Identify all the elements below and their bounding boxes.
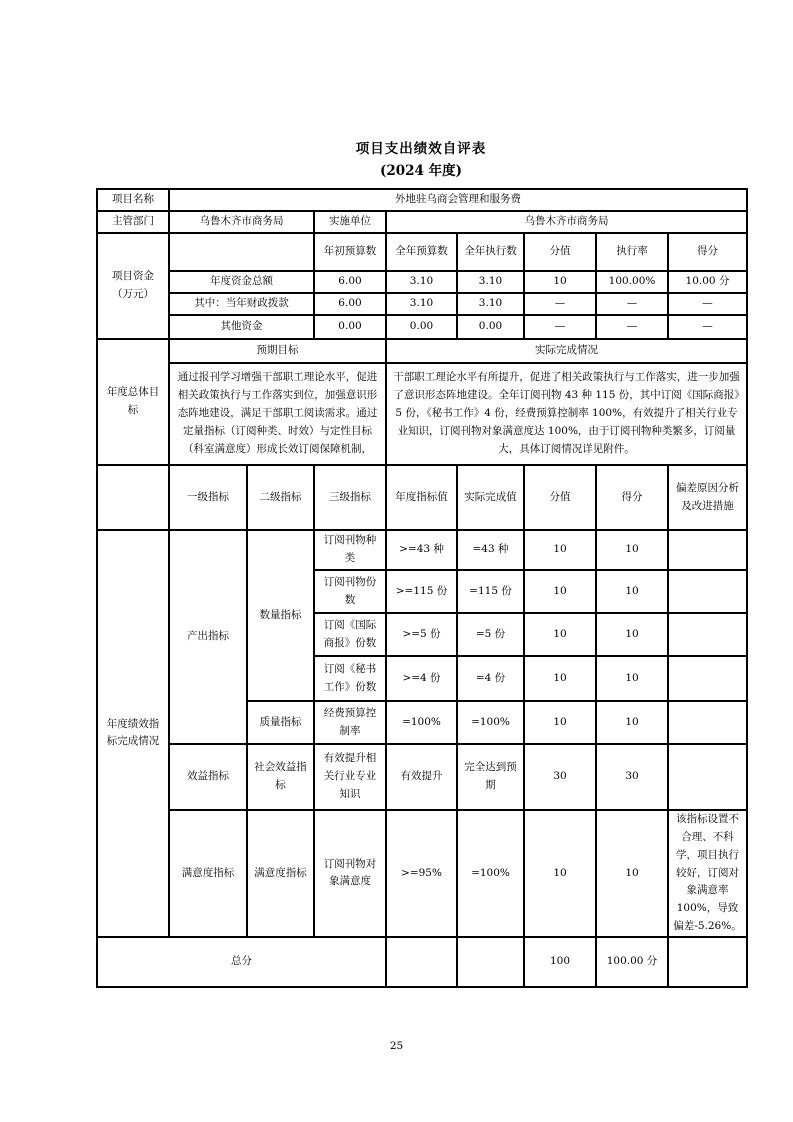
expected-goal-text: 通过报刊学习增强干部职工理论水平，促进相关政策执行与工作落实到位，加强意识形态阵地建设，满足干部职工阅读需求。通过定量指标（订阅种类、时效）与定性目标（科室满意度）形成长效订阅保障机制， <box>169 363 386 465</box>
fund-col-initial-budget: 年初预算数 <box>314 233 386 271</box>
indicator-col-level1: 一级指标 <box>169 465 247 530</box>
table-row <box>97 271 747 293</box>
empty-cell <box>169 233 314 271</box>
fund-cell: 3.10 <box>457 271 524 293</box>
fund-cell: 3.10 <box>386 271 457 293</box>
indicator-score: 30 <box>596 744 668 810</box>
table-row <box>97 937 747 987</box>
impl-label: 实施单位 <box>314 211 386 233</box>
indicator-level2: 质量指标 <box>247 701 314 744</box>
indicator-level1: 满意度指标 <box>169 810 247 937</box>
actual-completion-header: 实际完成情况 <box>386 339 747 363</box>
fund-cell: — <box>524 315 596 339</box>
indicator-actual: =100% <box>457 810 524 937</box>
indicator-score-value: 10 <box>524 810 596 937</box>
table-row <box>97 810 747 937</box>
indicator-score-value: 10 <box>524 570 596 613</box>
empty-cell <box>668 744 747 810</box>
fund-cell: — <box>668 315 747 339</box>
table-row <box>97 211 747 233</box>
indicator-level3: 订阅刊物份数 <box>314 570 386 613</box>
self-evaluation-table <box>96 188 748 988</box>
project-name-label: 项目名称 <box>97 189 169 211</box>
empty-cell <box>457 937 524 987</box>
indicator-col-level3: 三级指标 <box>314 465 386 530</box>
fund-cell: 10 <box>524 271 596 293</box>
indicator-actual: =115 份 <box>457 570 524 613</box>
indicator-actual: =5 份 <box>457 613 524 656</box>
annual-goal-label: 年度总体目标 <box>97 339 169 465</box>
indicator-score: 10 <box>596 810 668 937</box>
total-label: 总分 <box>97 937 386 987</box>
indicator-level3: 订阅刊物种类 <box>314 530 386 570</box>
fund-col-executed: 全年执行数 <box>457 233 524 271</box>
fund-cell: 0.00 <box>457 315 524 339</box>
table-row <box>97 465 747 530</box>
indicator-actual: =4 份 <box>457 656 524 701</box>
fund-cell: 0.00 <box>386 315 457 339</box>
empty-cell <box>97 465 169 530</box>
indicator-level1: 效益指标 <box>169 744 247 810</box>
indicator-target: >=43 种 <box>386 530 457 570</box>
indicator-level2: 社会效益指标 <box>247 744 314 810</box>
table-row <box>97 315 747 339</box>
indicator-target: >=95% <box>386 810 457 937</box>
fund-row-name: 其他资金 <box>169 315 314 339</box>
actual-completion-text: 干部职工理论水平有所提升，促进了相关政策执行与工作落实，进一步加强了意识形态阵地建设。全年订阅刊物 43 种 115 份，其中订阅《国际商报》5 份，《秘书工作》4 份，经费预算控制率 100%，有效提升了相关行业专业知识，订阅刊物对象满意度达 100%，由于订阅刊物种类繁多，订阅量大，具体订阅情况详见附件。 <box>386 363 747 465</box>
fund-cell: — <box>668 293 747 315</box>
indicator-score: 10 <box>596 701 668 744</box>
fund-col-score-value: 分值 <box>524 233 596 271</box>
indicator-score: 10 <box>596 530 668 570</box>
indicator-actual: =43 种 <box>457 530 524 570</box>
total-score: 100.00 分 <box>596 937 668 987</box>
indicator-level2: 数量指标 <box>247 530 314 701</box>
indicator-score: 10 <box>596 656 668 701</box>
empty-cell <box>668 530 747 570</box>
indicator-score-value: 10 <box>524 530 596 570</box>
page-number: 25 <box>389 1040 404 1052</box>
fund-cell: 6.00 <box>314 271 386 293</box>
fund-col-annual-budget: 全年预算数 <box>386 233 457 271</box>
indicator-score-value: 10 <box>524 613 596 656</box>
indicator-col-score-value: 分值 <box>524 465 596 530</box>
fund-cell: 6.00 <box>314 293 386 315</box>
indicator-col-target: 年度指标值 <box>386 465 457 530</box>
indicator-actual: 完全达到预期 <box>457 744 524 810</box>
dept-label: 主管部门 <box>97 211 169 233</box>
empty-cell <box>668 613 747 656</box>
table-row <box>97 530 747 570</box>
indicator-level1: 产出指标 <box>169 530 247 744</box>
indicator-col-level2: 二级指标 <box>247 465 314 530</box>
empty-cell <box>668 570 747 613</box>
table-row <box>97 233 747 271</box>
project-name-value: 外地驻乌商会管理和服务费 <box>169 189 747 211</box>
indicator-target: 有效提升 <box>386 744 457 810</box>
indicator-section-label: 年度绩效指标完成情况 <box>97 530 169 937</box>
page-title: 项目支出绩效自评表 <box>355 141 487 157</box>
indicator-level3: 订阅刊物对象满意度 <box>314 810 386 937</box>
empty-cell <box>668 656 747 701</box>
table-row <box>97 339 747 363</box>
indicator-level3: 订阅《国际商报》份数 <box>314 613 386 656</box>
empty-cell <box>668 701 747 744</box>
document-header <box>96 138 746 182</box>
fund-cell: — <box>524 293 596 315</box>
indicator-col-deviation: 偏差原因分析及改进措施 <box>668 465 747 530</box>
indicator-target: >=115 份 <box>386 570 457 613</box>
indicator-actual: =100% <box>457 701 524 744</box>
indicator-score-value: 10 <box>524 656 596 701</box>
fund-col-score: 得分 <box>668 233 747 271</box>
deviation-note: 该指标设置不合理、不科学，项目执行较好，订阅对象满意率 100%，导致偏差-5.26%。 <box>668 810 747 937</box>
total-score-value: 100 <box>524 937 596 987</box>
page-subtitle: (2024 年度) <box>379 163 463 179</box>
indicator-score: 10 <box>596 570 668 613</box>
fund-section-label: 项目资金（万元） <box>97 233 169 339</box>
indicator-level2: 满意度指标 <box>247 810 314 937</box>
table-row <box>97 189 747 211</box>
expected-goal-header: 预期目标 <box>169 339 386 363</box>
fund-row-name: 其中：当年财政拨款 <box>169 293 314 315</box>
indicator-col-actual: 实际完成值 <box>457 465 524 530</box>
empty-cell <box>386 937 457 987</box>
indicator-score-value: 10 <box>524 701 596 744</box>
fund-cell: 3.10 <box>457 293 524 315</box>
fund-cell: — <box>596 293 668 315</box>
table-row <box>97 363 747 465</box>
indicator-col-score: 得分 <box>596 465 668 530</box>
indicator-level3: 经费预算控制率 <box>314 701 386 744</box>
fund-cell: 10.00 分 <box>668 271 747 293</box>
indicator-target: =100% <box>386 701 457 744</box>
indicator-score: 10 <box>596 613 668 656</box>
empty-cell <box>668 937 747 987</box>
indicator-level3: 有效提升相关行业专业知识 <box>314 744 386 810</box>
dept-value: 乌鲁木齐市商务局 <box>169 211 314 233</box>
table-row <box>97 293 747 315</box>
fund-cell: — <box>596 315 668 339</box>
indicator-target: >=5 份 <box>386 613 457 656</box>
fund-row-name: 年度资金总额 <box>169 271 314 293</box>
indicator-level3: 订阅《秘书工作》份数 <box>314 656 386 701</box>
fund-cell: 100.00% <box>596 271 668 293</box>
fund-col-exec-rate: 执行率 <box>596 233 668 271</box>
impl-value: 乌鲁木齐市商务局 <box>386 211 747 233</box>
fund-cell: 3.10 <box>386 293 457 315</box>
table-row <box>97 744 747 810</box>
indicator-score-value: 30 <box>524 744 596 810</box>
indicator-target: >=4 份 <box>386 656 457 701</box>
fund-cell: 0.00 <box>314 315 386 339</box>
